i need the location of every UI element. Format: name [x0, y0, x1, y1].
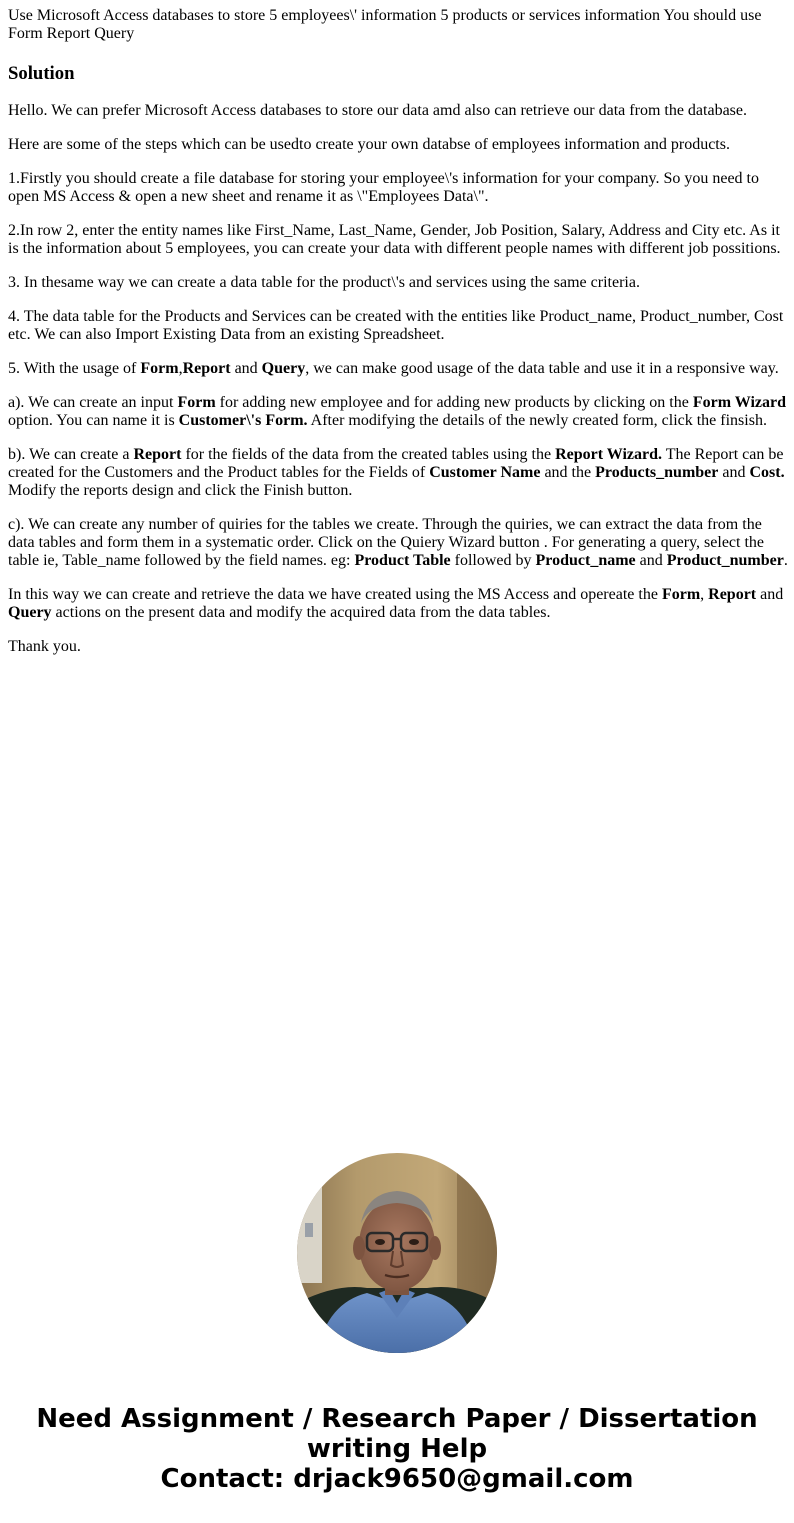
bold-term-form: Form — [661, 586, 701, 603]
author-portrait-icon — [297, 1153, 497, 1353]
paragraph-steps-intro: Here are some of the steps which can be usedto create your own databse of employees information and products. — [8, 136, 730, 153]
footer-contact-banner — [0, 1404, 794, 1494]
text-run: In this way we can create and retrieve the data we have created using the MS Access and opereate the — [8, 586, 662, 603]
bold-term-query: Query — [261, 360, 306, 377]
paragraph-report-section — [8, 446, 788, 500]
bold-term-form: Form — [177, 394, 216, 411]
paragraph-query-section — [8, 516, 788, 570]
footer-line-2: writing Help — [306, 1434, 488, 1464]
text-run: and — [756, 586, 784, 603]
paragraph-step-1: 1.Firstly you should create a file database for storing your employee\'s information for your company. So you need to open MS Access & open a new sheet and rename it as \"Employees Data\". — [8, 170, 759, 205]
author-avatar — [297, 1153, 497, 1353]
footer-contact-email: Contact: drjack9650@gmail.com — [160, 1464, 634, 1494]
paragraph-conclusion — [8, 586, 788, 622]
bold-term-report: Report — [133, 446, 182, 463]
paragraph-intro: Hello. We can prefer Microsoft Access databases to store our data amd also can retrieve our data from the database. — [8, 102, 748, 119]
text-run: actions on the present data and modify the acquired data from the data tables. — [51, 604, 551, 621]
text-run: and — [230, 360, 262, 377]
paragraph-step-2: 2.In row 2, enter the entity names like First_Name, Last_Name, Gender, Job Position, Salary, Address and City etc. As it is the information about 5 employees, you can create your data with different people names with different job possitions. — [8, 222, 781, 257]
text-run: , — [178, 360, 183, 377]
text-run: Modify the reports design and click the Finish button. — [8, 482, 353, 499]
text-run: option. You can name it is — [8, 412, 179, 429]
text-run: , we can make good usage of the data table and use it in a responsive way. — [305, 360, 779, 377]
paragraph-step-4: 4. The data table for the Products and Services can be created with the entities like Product_name, Product_number, Cost etc. We can also Import Existing Data from an existing Spreadsheet. — [8, 308, 784, 343]
bold-term-query: Query — [8, 604, 52, 621]
text-run: After modifying the details of the newly created form, click the finsish. — [307, 412, 767, 429]
paragraph-thank-you: Thank you. — [8, 638, 81, 655]
document-body — [8, 7, 788, 656]
text-run: b). We can create a — [8, 446, 134, 463]
paragraph-step-3: 3. In thesame way we can create a data table for the product\'s and services using the same criteria. — [8, 274, 640, 291]
bold-term-product-table: Product Table — [354, 552, 451, 569]
bold-term-cost: Cost. — [749, 464, 785, 481]
text-run: , — [700, 586, 709, 603]
text-run: and the — [540, 464, 596, 481]
bold-term-product-number: Product_number — [666, 552, 784, 569]
footer-line-1: Need Assignment / Research Paper / Dissertation — [36, 1404, 758, 1434]
bold-term-form: Form — [140, 360, 179, 377]
text-run: for the fields of the data from the created tables using the — [181, 446, 556, 463]
bold-term-form-wizard: Form Wizard — [692, 394, 787, 411]
paragraph-form-section — [8, 394, 788, 430]
text-run: followed by — [450, 552, 536, 569]
bold-term-customer-name: Customer Name — [429, 464, 541, 481]
text-run: and — [635, 552, 667, 569]
text-run: a). We can create an input — [8, 394, 178, 411]
text-run: and — [718, 464, 750, 481]
bold-term-product-name: Product_name — [535, 552, 636, 569]
question-text: Use Microsoft Access databases to store 5 employees\' information 5 products or services information You should use Form Report Query — [8, 7, 762, 42]
text-run: . — [783, 552, 788, 569]
bold-term-products-number: Products_number — [595, 464, 719, 481]
text-run: c). We can create any number of quiries for the tables we create. Through the quiries, we can extract the data from the data tables and form them in a systematic order. Click on the Quiery Wizard button . For generating a query, select the table ie, Table_name followed by the field names. eg: — [8, 516, 765, 569]
text-run: 5. With the usage of — [8, 360, 141, 377]
bold-term-report: Report — [182, 360, 231, 377]
bold-term-report: Report — [708, 586, 757, 603]
solution-heading: Solution — [8, 63, 75, 84]
text-run: for adding new employee and for adding new products by clicking on the — [215, 394, 693, 411]
bold-term-report-wizard: Report Wizard. — [555, 446, 663, 463]
bold-term-customers-form: Customer\'s Form. — [178, 412, 308, 429]
paragraph-step-5 — [8, 360, 788, 378]
text-run: The Report can be created for the Customers and the Product tables for the Fields of — [8, 446, 784, 481]
